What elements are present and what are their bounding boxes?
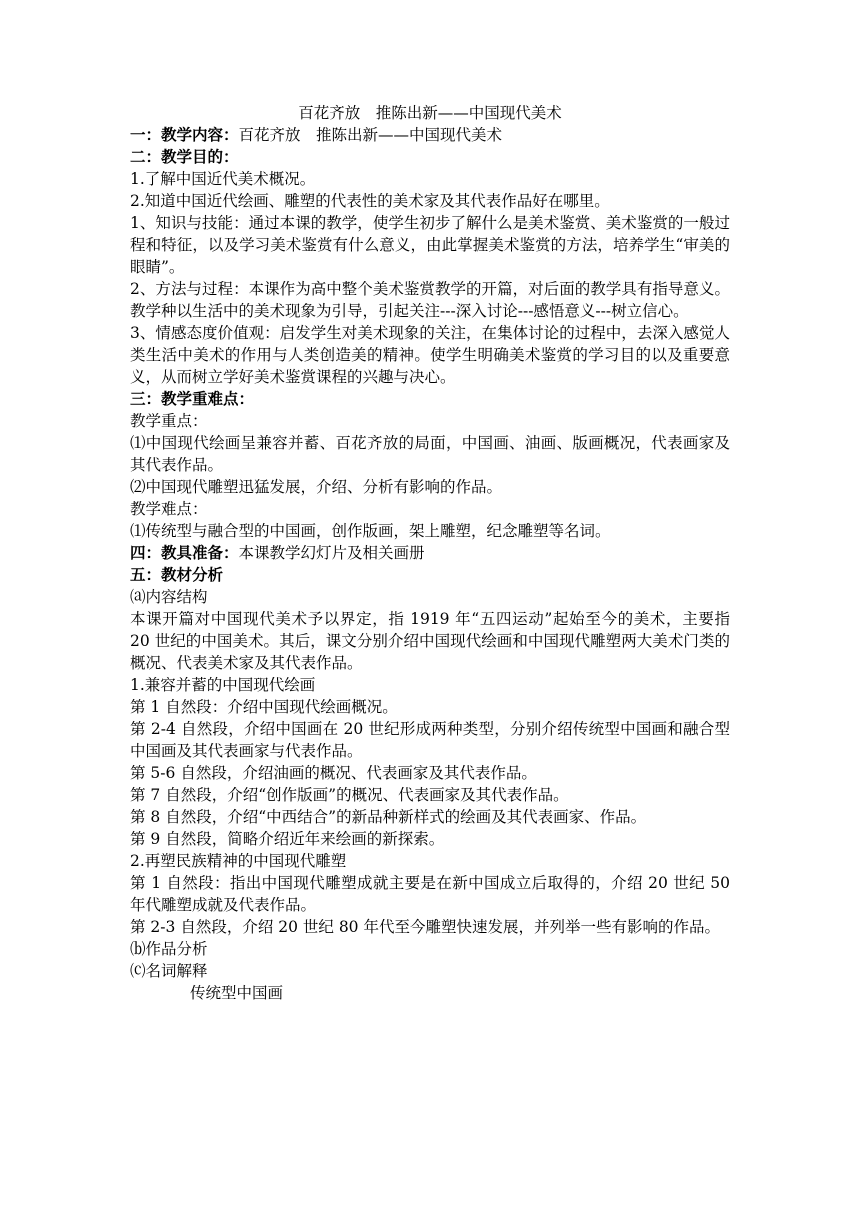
section-heading-key-points: 三：教学重难点： bbox=[130, 389, 255, 408]
paragraph: 第 8 自然段，介绍“中西结合”的新品种新样式的绘画及其代表画家、作品。 bbox=[130, 808, 647, 826]
paragraph: ⑴中国现代绘画呈兼容并蓄、百花齐放的局面，中国画、油画、版画概况，代表画家及其代表作品。 bbox=[130, 434, 730, 474]
term-heading: 传统型中国画 bbox=[190, 984, 284, 1002]
section-heading-analysis: 五：教材分析 bbox=[130, 565, 224, 584]
paragraph: ⑴传统型与融合型的中国画，创作版画，架上雕塑，纪念雕塑等名词。 bbox=[130, 522, 611, 540]
section-text: 本课教学幻灯片及相关画册 bbox=[238, 544, 425, 562]
paragraph: ⒞名词解释 bbox=[130, 962, 208, 980]
paragraph: ⑵中国现代雕塑迅猛发展，介绍、分析有影响的作品。 bbox=[130, 478, 503, 496]
paragraph: 2、方法与过程：本课作为高中整个美术鉴赏教学的开篇，对后面的教学具有指导意义。教学种以生活中的美术现象为引导，引起关注---深入讨论---感悟意义---树立信心。 bbox=[130, 280, 730, 320]
paragraph: 2.再塑民族精神的中国现代雕塑 bbox=[130, 852, 347, 870]
paragraph: 第 7 自然段，介绍“创作版画”的概况、代表画家及其代表作品。 bbox=[130, 786, 569, 804]
section-heading: 一：教学内容： bbox=[130, 125, 239, 144]
paragraph: 1.兼容并蓄的中国现代绘画 bbox=[130, 676, 316, 694]
paragraph: ⒜内容结构 bbox=[130, 588, 208, 606]
paragraph: 第 1 自然段：指出中国现代雕塑成就主要是在新中国成立后取得的，介绍 20 世纪 50 年代雕塑成就及代表作品。 bbox=[130, 874, 730, 914]
paragraph: 第 5-6 自然段，介绍油画的概况、代表画家及其代表作品。 bbox=[130, 764, 537, 782]
paragraph: 3、情感态度价值观：启发学生对美术现象的关注，在集体讨论的过程中，去深入感觉人类生活中美术的作用与人类创造美的精神。使学生明确美术鉴赏的学习目的以及重要意义，从而树立学好美术鉴赏课程的兴趣与决心。 bbox=[130, 324, 730, 386]
document-title: 百花齐放 推陈出新——中国现代美术 bbox=[298, 104, 562, 122]
paragraph: ⒝作品分析 bbox=[130, 940, 208, 958]
paragraph: 教学重点： bbox=[130, 412, 208, 430]
paragraph: 第 1 自然段：介绍中国现代绘画概况。 bbox=[130, 698, 398, 716]
section-teaching-aids bbox=[130, 542, 730, 564]
paragraph: 1.了解中国近代美术概况。 bbox=[130, 170, 316, 188]
paragraph: 第 2-4 自然段，介绍中国画在 20 世纪形成两种类型，分别介绍传统型中国画和融合型中国画及其代表画家与代表作品。 bbox=[130, 720, 730, 760]
paragraph: 第 9 自然段，简略介绍近年来绘画的新探索。 bbox=[130, 830, 445, 848]
paragraph: 本课开篇对中国现代美术予以界定，指 1919 年“五四运动”起始至今的美术，主要指 20 世纪的中国美术。其后，课文分别介绍中国现代绘画和中国现代雕塑两大美术门类的概况、代表美术家及其代表作品。 bbox=[130, 610, 730, 672]
section-heading: 四：教具准备： bbox=[130, 543, 239, 562]
section-teaching-content bbox=[130, 124, 730, 146]
paragraph: 教学难点： bbox=[130, 500, 208, 518]
section-heading-aims: 二：教学目的： bbox=[130, 147, 239, 166]
section-text: 百花齐放 推陈出新——中国现代美术 bbox=[238, 126, 503, 144]
document-body bbox=[130, 102, 730, 1004]
paragraph: 2.知道中国近代绘画、雕塑的代表性的美术家及其代表作品好在哪里。 bbox=[130, 192, 610, 210]
paragraph: 第 2-3 自然段，介绍 20 世纪 80 年代至今雕塑快速发展，并列举一些有影响的作品。 bbox=[130, 918, 720, 936]
paragraph: 1、知识与技能：通过本课的教学，使学生初步了解什么是美术鉴赏、美术鉴赏的一般过程和特征，以及学习美术鉴赏有什么意义，由此掌握美术鉴赏的方法，培养学生“审美的眼睛”。 bbox=[130, 214, 730, 276]
